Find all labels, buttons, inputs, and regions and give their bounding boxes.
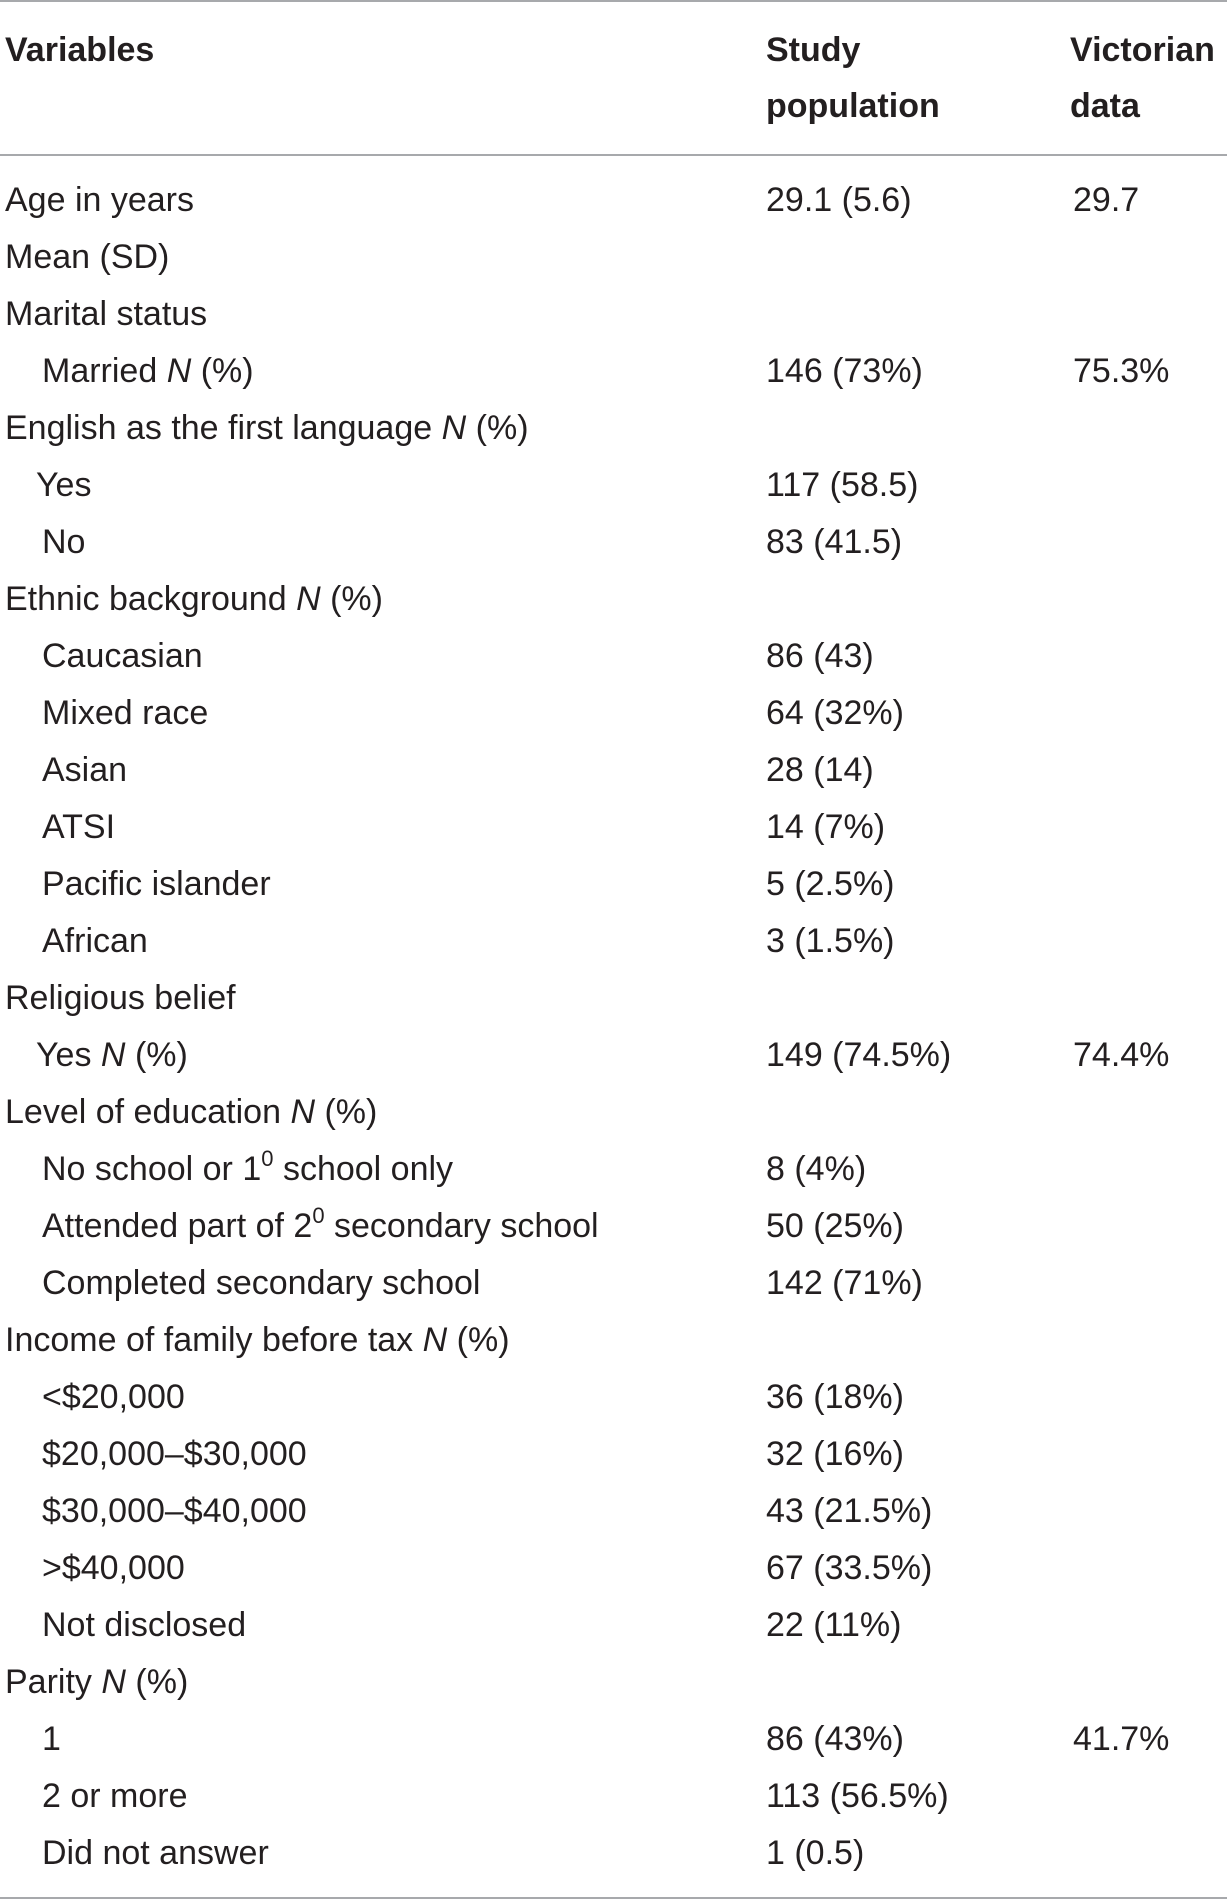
table-row: [0, 1141, 1227, 1198]
table-bottom-rule: [0, 1897, 1227, 1899]
row-label: 2 or more: [42, 1777, 188, 1815]
table-row: [0, 1825, 1227, 1882]
table-row: [0, 514, 1227, 571]
study-value: 64 (32%): [766, 694, 904, 732]
study-value: 28 (14): [766, 751, 874, 789]
table-row: [0, 400, 1227, 457]
row-label: 1: [42, 1720, 61, 1758]
row-label: African: [42, 922, 148, 960]
table-row: [0, 457, 1227, 514]
study-value: 5 (2.5%): [766, 865, 895, 903]
table-row: [0, 1711, 1227, 1768]
table-row: [0, 628, 1227, 685]
study-value: 29.1 (5.6): [766, 181, 912, 219]
victorian-value: 74.4%: [1073, 1036, 1170, 1074]
study-value: 8 (4%): [766, 1150, 867, 1188]
table-row: [0, 172, 1227, 229]
row-label: ATSI: [42, 808, 116, 846]
table-row: [0, 1654, 1227, 1711]
study-value: 86 (43): [766, 637, 874, 675]
row-label: No: [42, 523, 86, 561]
table-row: [0, 1597, 1227, 1654]
row-label: Age in years: [5, 181, 194, 219]
study-value: 22 (11%): [766, 1606, 902, 1644]
study-value: 3 (1.5%): [766, 922, 895, 960]
row-label: Level of education N (%): [5, 1093, 378, 1131]
table-row: [0, 1483, 1227, 1540]
study-value: 149 (74.5%): [766, 1036, 952, 1074]
row-label: >$40,000: [42, 1549, 185, 1587]
table-row: [0, 286, 1227, 343]
row-label: Yes: [36, 466, 92, 504]
row-label: Attended part of $2^0$ secondary school: [42, 1203, 599, 1245]
study-value: 83 (41.5): [766, 523, 903, 561]
row-label: Income of family before tax N (%): [5, 1321, 510, 1359]
victorian-value: 75.3%: [1073, 352, 1170, 390]
study-value: 142 (71%): [766, 1264, 923, 1302]
study-value: 146 (73%): [766, 352, 923, 390]
header-study-population: Study population: [766, 31, 940, 125]
table-header-rule: [0, 154, 1227, 156]
study-value: 43 (21.5%): [766, 1492, 933, 1530]
study-value: 113 (56.5%): [766, 1777, 949, 1815]
table-row: [0, 229, 1227, 286]
row-label: Ethnic background N (%): [5, 580, 383, 618]
table-row: [0, 799, 1227, 856]
row-label: Caucasian: [42, 637, 203, 675]
row-label: Religious belief: [5, 979, 236, 1017]
row-label: $30,000–$40,000: [42, 1492, 307, 1530]
table-row: [0, 571, 1227, 628]
row-label: Mean (SD): [5, 238, 170, 276]
table-row: [0, 1369, 1227, 1426]
study-value: 67 (33.5%): [766, 1549, 933, 1587]
table-row: [0, 685, 1227, 742]
study-value: 1 (0.5): [766, 1834, 865, 1872]
row-label: Parity N (%): [5, 1663, 189, 1701]
study-value: 86 (43%): [766, 1720, 904, 1758]
table-row: [0, 1768, 1227, 1825]
row-label: Mixed race: [42, 694, 209, 732]
header-victorian-data: Victorian data: [1070, 31, 1215, 125]
header-variables: Variables: [5, 31, 155, 69]
row-label: Not disclosed: [42, 1606, 247, 1644]
study-value: 32 (16%): [766, 1435, 904, 1473]
study-value: 14 (7%): [766, 808, 886, 846]
table-row: [0, 1084, 1227, 1141]
row-label: No school or $1^0$ school only: [42, 1146, 454, 1188]
table-row: [0, 913, 1227, 970]
table-row: [0, 1198, 1227, 1255]
victorian-value: 29.7: [1073, 181, 1140, 219]
row-label: Yes N (%): [36, 1036, 188, 1074]
table-row: [0, 1426, 1227, 1483]
row-label: Pacific islander: [42, 865, 271, 903]
victorian-value: 41.7%: [1073, 1720, 1170, 1758]
table-row: [0, 856, 1227, 913]
row-label: Asian: [42, 751, 128, 789]
study-value: 50 (25%): [766, 1207, 904, 1245]
table-row: [0, 1027, 1227, 1084]
row-label: $20,000–$30,000: [42, 1435, 307, 1473]
row-label: Married N (%): [42, 352, 254, 390]
table-row: [0, 742, 1227, 799]
table-top-rule: [0, 0, 1227, 2]
row-label: Did not answer: [42, 1834, 269, 1872]
study-value: 117 (58.5): [766, 466, 919, 504]
study-value: 36 (18%): [766, 1378, 904, 1416]
table-row: [0, 970, 1227, 1027]
row-label: <$20,000: [42, 1378, 185, 1416]
row-label: Marital status: [5, 295, 208, 333]
table-row: [0, 1540, 1227, 1597]
table-body: [0, 172, 1227, 1882]
row-label: Completed secondary school: [42, 1264, 481, 1302]
table-row: [0, 1255, 1227, 1312]
table-row: [0, 343, 1227, 400]
table-row: [0, 1312, 1227, 1369]
row-label: English as the first language N (%): [5, 409, 529, 447]
